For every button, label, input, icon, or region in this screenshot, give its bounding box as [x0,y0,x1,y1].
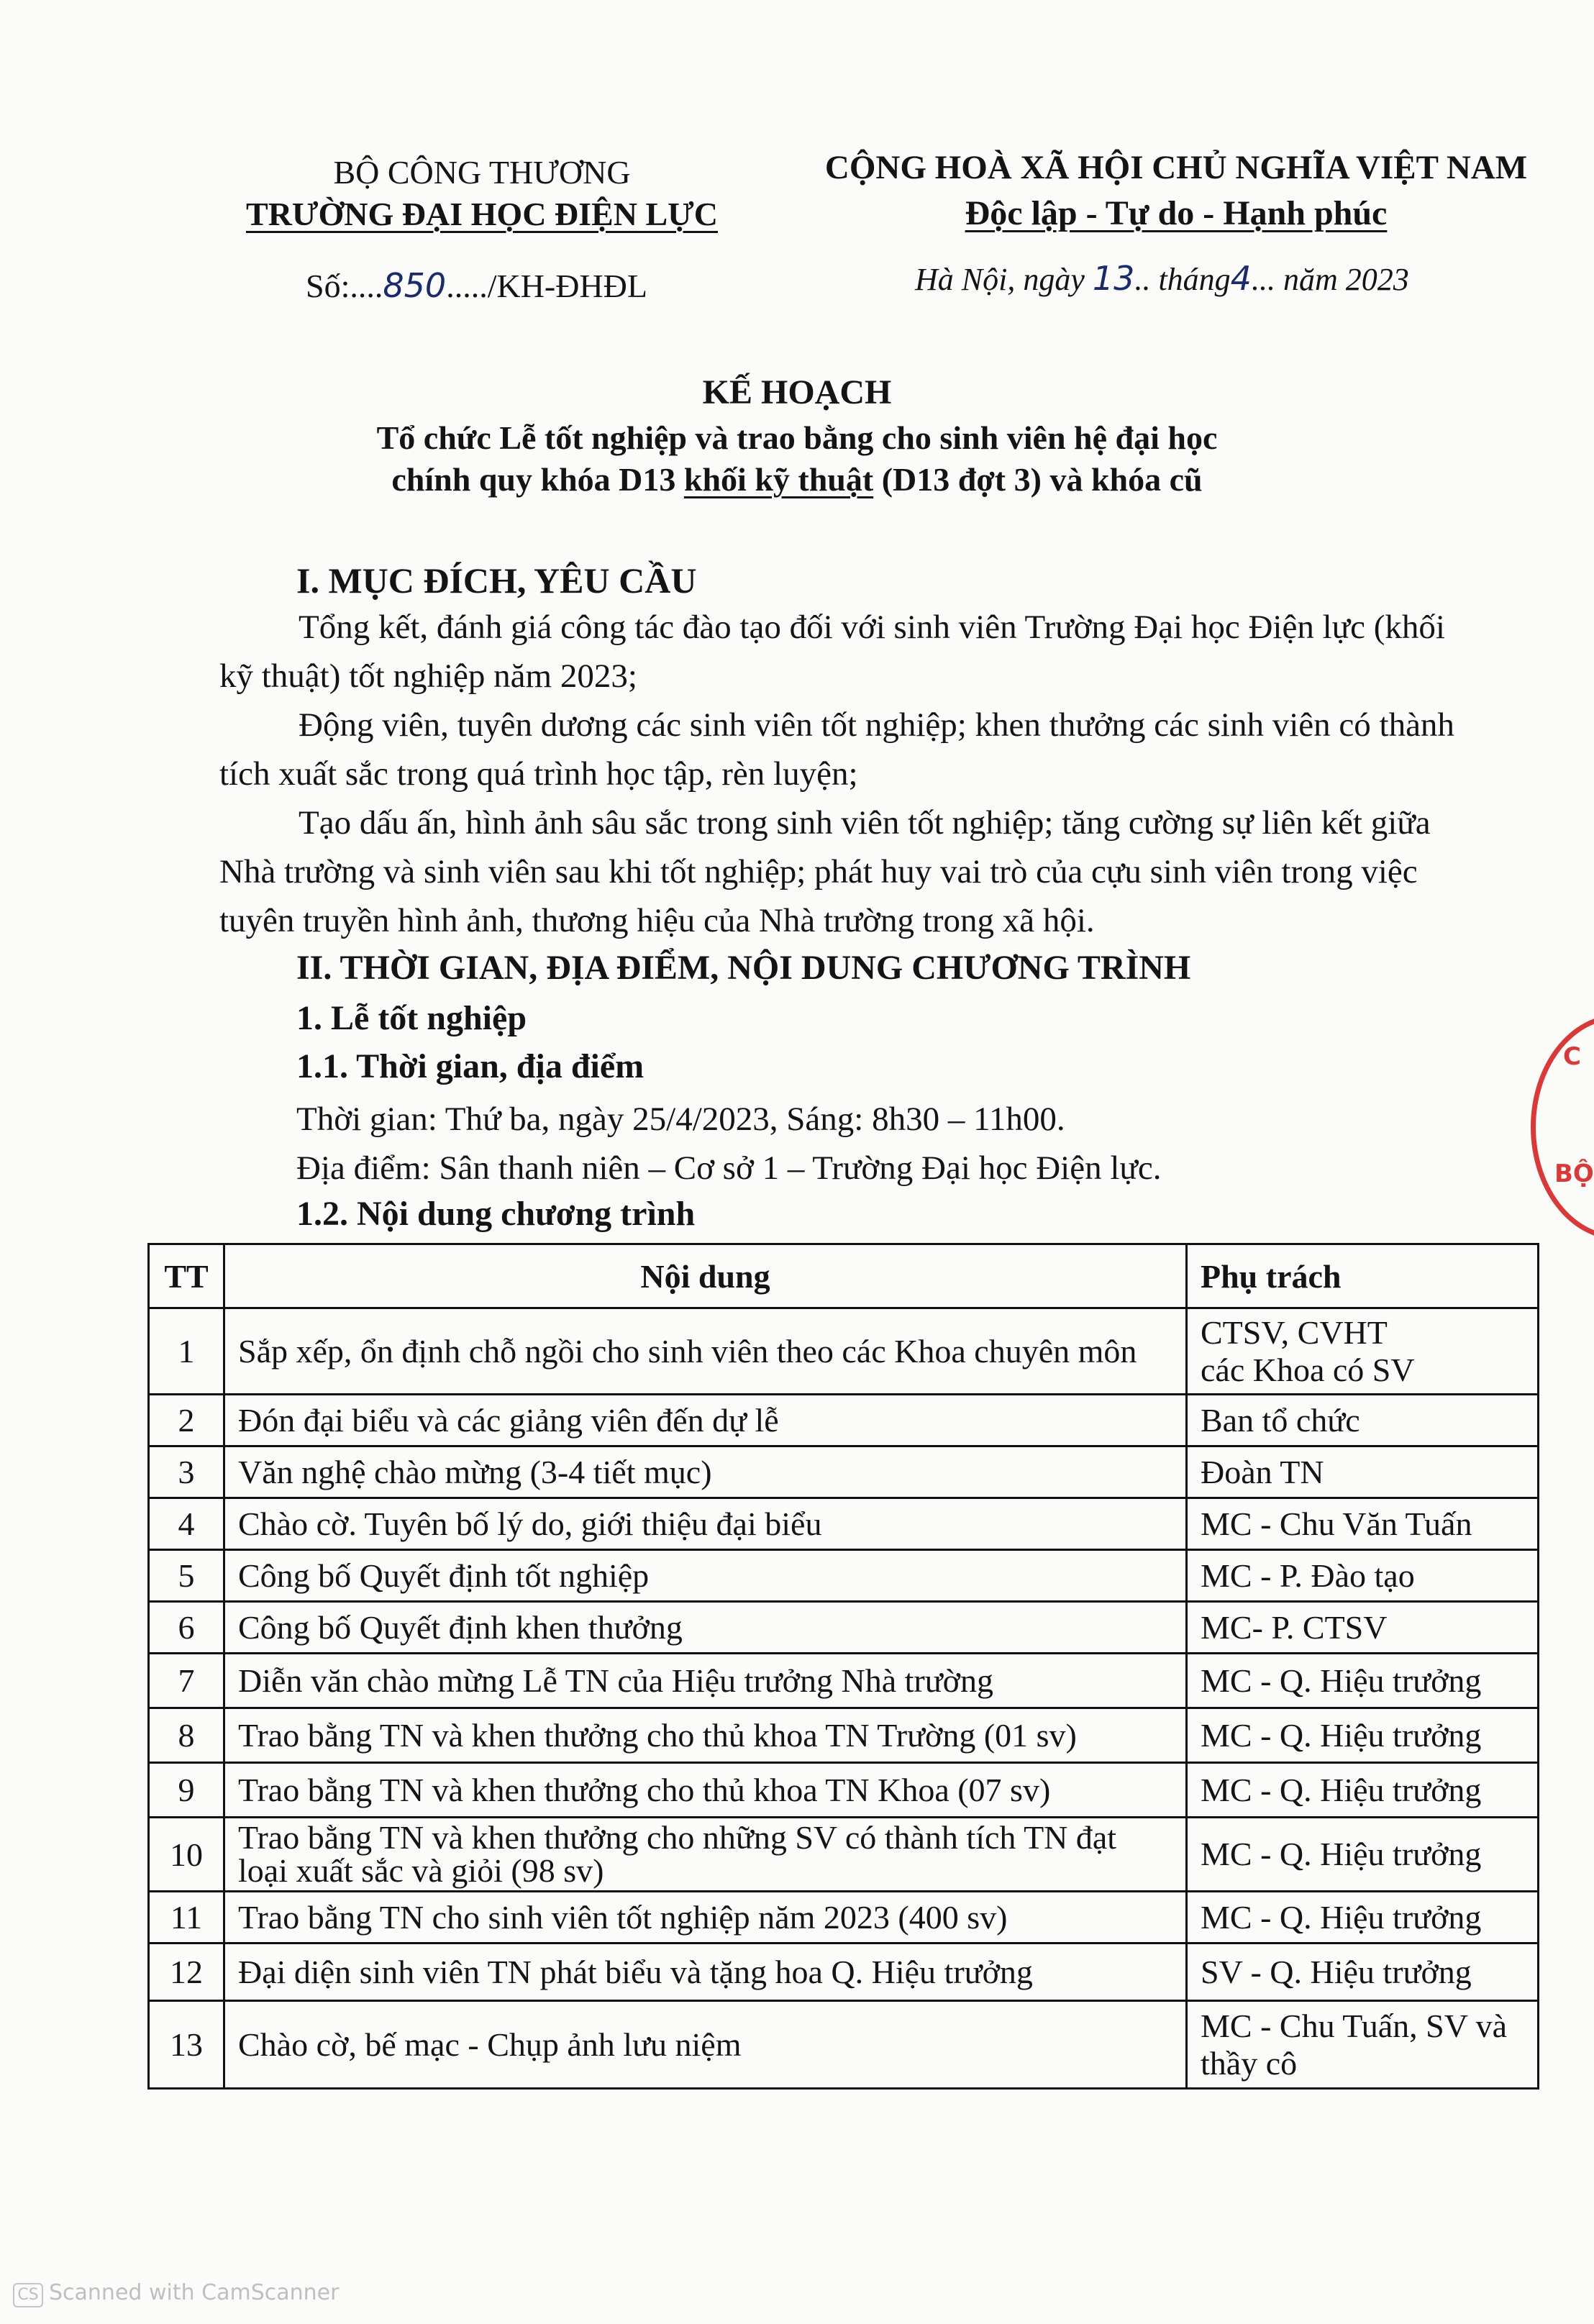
row-number: 6 [149,1602,224,1654]
country-name: CỘNG HOÀ XÃ HỘI CHỦ NGHĨA VIỆT NAM [824,149,1528,186]
p1-line2: kỹ thuật) tốt nghiệp năm 2023; [219,657,637,695]
row-number: 10 [149,1818,224,1892]
row-owner-line1: Ban tổ chức [1201,1401,1360,1439]
row-number: 12 [149,1943,224,2001]
p3-line3: tuyên truyền hình ảnh, thương hiệu của Nhà trường trong xã hội. [219,902,1095,939]
issue-date [915,259,1409,298]
subsection-1-1: 1.1. Thời gian, địa điểm [296,1047,645,1085]
watermark-text: Scanned with CamScanner [49,2280,340,2305]
row-owner-line1: MC- P. CTSV [1201,1608,1388,1646]
row-owner [1187,1446,1539,1498]
row-owner [1187,1892,1539,1943]
table-row [149,1446,1539,1498]
row-number: 4 [149,1498,224,1550]
row-content: Đại diện sinh viên TN phát biểu và tặng hoa Q. Hiệu trưởng [224,1943,1187,2001]
number-prefix: Số:.... [306,268,383,304]
table-header-row [149,1244,1539,1308]
date-part3: ... năm 2023 [1251,262,1409,297]
subtitle-part-b: khối kỹ thuật [683,461,874,498]
stamp-glyph-bottom: BỘ [1554,1159,1594,1188]
document-subtitle-line2 [0,460,1594,498]
subsection-1: 1. Lễ tốt nghiệp [296,999,527,1037]
row-owner-line1: MC - Q. Hiệu trưởng [1201,1716,1482,1754]
row-owner [1187,1308,1539,1395]
table-row [149,1892,1539,1943]
row-content: Trao bằng TN và khen thưởng cho thủ khoa TN Trường (01 sv) [224,1708,1187,1763]
header-owner: Phụ trách [1187,1244,1539,1308]
table-row [149,1708,1539,1763]
p3-line1: Tạo dấu ấn, hình ảnh sâu sắc trong sinh viên tốt nghiệp; tăng cường sự liên kết giữa [299,804,1431,842]
table-row [149,2001,1539,2089]
university-name-text: TRƯỜNG ĐẠI HỌC ĐIỆN LỰC [246,196,718,232]
row-owner [1187,2001,1539,2089]
section2-heading: II. THỜI GIAN, ĐỊA ĐIỂM, NỘI DUNG CHƯƠNG TRÌNH [296,949,1191,987]
row-content: Công bố Quyết định khen thưởng [224,1602,1187,1654]
event-place: Địa điểm: Sân thanh niên – Cơ sở 1 – Trường Đại học Điện lực. [296,1149,1162,1187]
row-content: Trao bằng TN và khen thưởng cho thủ khoa TN Khoa (07 sv) [224,1763,1187,1818]
section1-heading: I. MỤC ĐÍCH, YÊU CẦU [296,560,697,601]
row-owner [1187,1550,1539,1602]
row-owner-line2: thầy cô [1201,2044,1298,2082]
event-time: Thời gian: Thứ ba, ngày 25/4/2023, Sáng: 8h30 – 11h00. [296,1101,1065,1138]
number-suffix: ...../KH-ĐHĐL [446,268,647,304]
table-row [149,1818,1539,1892]
national-motto-text: Độc lập - Tự do - Hạnh phúc [965,194,1388,232]
p3-line2: Nhà trường và sinh viên sau khi tốt nghiệp; phát huy vai trò của cựu sinh viên trong việc [219,853,1418,890]
document-title: KẾ HOẠCH [702,373,892,411]
row-owner [1187,1395,1539,1446]
row-content: Chào cờ. Tuyên bố lý do, giới thiệu đại biểu [224,1498,1187,1550]
row-owner-line1: MC - Chu Văn Tuấn [1201,1505,1472,1542]
table-row [149,1308,1539,1395]
row-owner-line1: MC - Chu Tuấn, SV và [1201,2007,1508,2044]
date-part2: .. tháng [1134,262,1231,297]
national-motto [798,193,1554,234]
university-name [216,194,748,234]
p1-line1: Tổng kết, đánh giá công tác đào tạo đối với sinh viên Trường Đại học Điện lực (khối [299,609,1445,646]
p2-line1: Động viên, tuyên dương các sinh viên tốt nghiệp; khen thưởng các sinh viên có thành [299,706,1454,744]
row-owner-line1: CTSV, CVHT [1201,1313,1388,1351]
table-row [149,1498,1539,1550]
row-owner [1187,1498,1539,1550]
row-owner [1187,1602,1539,1654]
date-part1: Hà Nội, ngày [915,262,1085,297]
row-content: Trao bằng TN và khen thưởng cho những SV có thành tích TN đạt loại xuất sắc và giỏi (98 sv) [224,1818,1187,1892]
row-owner-line1: MC - P. Đào tạo [1201,1557,1415,1594]
row-content: Diễn văn chào mừng Lễ TN của Hiệu trưởng Nhà trường [224,1654,1187,1708]
date-month-handwritten: 4 [1230,259,1252,298]
row-number: 1 [149,1308,224,1395]
row-owner [1187,1763,1539,1818]
document-subtitle-line1: Tổ chức Lễ tốt nghiệp và trao bằng cho sinh viên hệ đại học [376,419,1218,456]
row-number: 5 [149,1550,224,1602]
number-handwritten: 850 [383,266,447,305]
header-content: Nội dung [224,1244,1187,1308]
subsection-1-2: 1.2. Nội dung chương trình [296,1195,696,1233]
row-number: 13 [149,2001,224,2089]
table-row [149,1763,1539,1818]
row-number: 7 [149,1654,224,1708]
subtitle-part-a: chính quy khóa D13 [391,461,684,498]
row-number: 3 [149,1446,224,1498]
row-content: Văn nghệ chào mừng (3-4 tiết mục) [224,1446,1187,1498]
stamp-glyph-top: C [1563,1042,1581,1071]
row-owner-line1: SV - Q. Hiệu trưởng [1201,1953,1472,1990]
row-owner-line1: MC - Q. Hiệu trưởng [1201,1771,1482,1808]
p2-line2: tích xuất sắc trong quá trình học tập, rèn luyện; [219,755,858,793]
official-stamp [1531,1014,1594,1240]
row-content: Chào cờ, bế mạc - Chụp ảnh lưu niệm [224,2001,1187,2089]
table-row [149,1654,1539,1708]
document-number [306,266,647,305]
row-owner-line1: MC - Q. Hiệu trưởng [1201,1898,1482,1936]
row-number: 2 [149,1395,224,1446]
row-content: Trao bằng TN cho sinh viên tốt nghiệp năm 2023 (400 sv) [224,1892,1187,1943]
row-content: Công bố Quyết định tốt nghiệp [224,1550,1187,1602]
row-owner [1187,1708,1539,1763]
row-owner-line2: các Khoa có SV [1201,1351,1415,1388]
row-number: 9 [149,1763,224,1818]
row-owner [1187,1654,1539,1708]
table-row [149,1395,1539,1446]
program-table [147,1243,1539,2090]
row-owner-line1: MC - Q. Hiệu trưởng [1201,1662,1482,1699]
section1-body [219,603,1514,945]
row-number: 8 [149,1708,224,1763]
header-tt: TT [149,1244,224,1308]
program-table-body [149,1308,1539,2089]
table-row [149,1943,1539,2001]
row-number: 11 [149,1892,224,1943]
table-row [149,1550,1539,1602]
scanner-watermark [13,2280,339,2307]
row-owner [1187,1943,1539,2001]
row-owner [1187,1818,1539,1892]
row-content: Sắp xếp, ổn định chỗ ngồi cho sinh viên theo các Khoa chuyên môn [224,1308,1187,1395]
subtitle-part-c: (D13 đợt 3) và khóa cũ [873,461,1203,498]
row-content: Đón đại biểu và các giảng viên đến dự lễ [224,1395,1187,1446]
row-owner-line1: Đoàn TN [1201,1453,1324,1490]
date-day-handwritten: 13 [1092,259,1135,298]
camscanner-logo-icon: CS [13,2283,43,2307]
ministry-name: BỘ CÔNG THƯƠNG [333,154,631,191]
table-row [149,1602,1539,1654]
row-owner-line1: MC - Q. Hiệu trưởng [1201,1836,1482,1872]
